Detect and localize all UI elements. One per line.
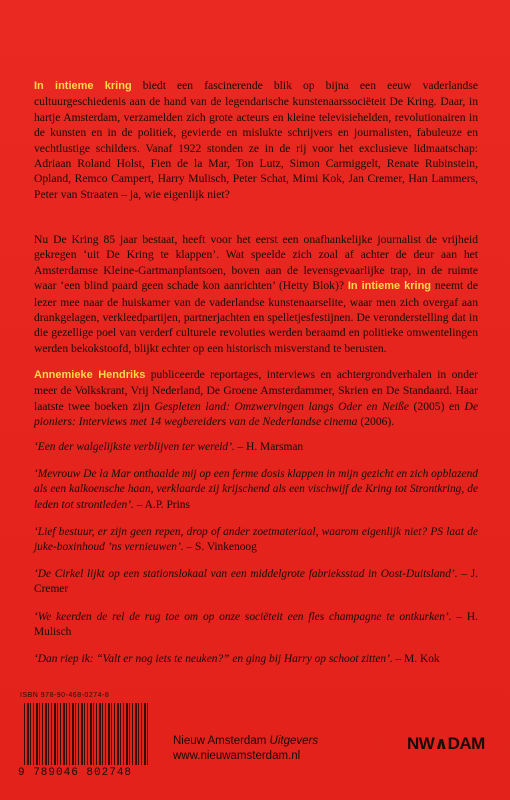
title-highlight: In intieme kring [347,280,432,293]
book-title-2: De pioniers: Interviews met 14 wegbereiders van de Nederlandse cinema [34,399,478,429]
publisher-name: Nieuw Amsterdam [173,735,267,747]
quote-source: – M. Kok [392,653,440,666]
book-title-1: Gespleten land: Omzwervingen langs Oder en Neiße [154,399,410,413]
quote-text: ‘We keerden de rel de rug toe om op onze sociëteit een fles champagne te ontkurken’. [34,610,452,623]
quote-text: ‘Mevrouw De la Mar onthaalde mij op een ferme dosis klappen in mijn gezicht en zich opblazend als een kalkoensche haan, verklaarde zij krijschend als een vischwijf de Kring tot Strontkring, de leden tot strontleden’. [34,468,478,511]
publisher-suffix: Uitgevers [269,735,319,747]
barcode-digits: 9 789046 802748 [18,767,133,779]
quote-text: ‘Lief bestuur, er zijn geen repen, drop of ander zoetmateriaal, waarom eigenlijk niet? PS laat de juke-boxinhoud ’ns vernieuwen’. [34,525,478,554]
title-highlight: In intieme kring [34,80,132,92]
author-text-b: (2005) en [409,399,465,413]
quotes-list [34,440,478,679]
isbn-label: ISBN 978-90-468-0274-8 [20,692,110,699]
publisher-url: www.nieuwamsterdam.nl [173,750,301,762]
quote-item [34,467,478,513]
history-paragraph [34,232,478,356]
quote-text: ‘De Cirkel lijkt op een stationslokaal van een middelgrote fabrieksstad in Oost-Duitsland’. [34,568,458,581]
quote-source: – J. Cremer [34,568,478,596]
quote-source: – H. Marsman [234,441,304,453]
intro-text: biedt een fascinerende blik op bijna een eeuw vaderlandse cultuurgeschiedenis aan de hand van de legendarische kunstenaarssociëteit De Kring. Daar, in hartje Amsterdam, verzamelden zich grote acteurs en kleine televisiehelden, revolutionairen in de kunsten en in de politiek, gevierde en mislukte schrijvers en journalisten, fabuleuze en vechtlustige schilders. Vanaf 1922 stonden ze in de rij voor het exclusieve lidmaatschap: Adriaan Roland Holst, Fien de la Mar, Ton Lutz, Simon Carmiggelt, Renate Rubinstein, Opland, Remco Campert, Harry Mulisch, Peter Schat, Mimi Kok, Jan Cremer, Han Lammers, Peter van Straaten – ja, wie eigenlijk niet? [34,79,478,201]
publisher-logo: NW∧DAM [407,734,485,753]
author-text-a: publiceerde reportages, interviews en achtergrondverhalen in onder meer de Volkskrant, Vrij Nederland, De Groene Amsterdammer, Skrien en De Standaard. Haar laatste twee boeken zijn [34,368,478,413]
barcode [18,692,158,787]
quote-source: – A.P. Prins [133,498,190,511]
intro-paragraph [34,78,478,202]
barcode-bars [24,703,150,765]
quote-item [34,652,478,667]
author-name: Annemieke Hendriks [34,369,146,381]
author-text-c: (2006). [357,415,395,429]
quote-item [34,567,478,597]
quote-text: ‘Dan riep ik: “Valt er nog iets te neuken?” en ging bij Harry op schoot zitten’. [34,653,393,666]
quote-item [34,440,478,455]
quote-item [34,525,478,555]
history-text-a: Nu De Kring 85 jaar bestaat, heeft voor het eerst een onafhankelijke journalist de vrijheid gekregen ‘uit De Kring te klappen’. Wat speelde zich zoal af achter de deur aan het Amsterdamse Kleine-Gartmanplantsoen, boven aan de levensgevaarlijke trap, in de ruimte waar ‘een blind paard geen schade kon aanrichten’ (Hetty Blok)? [34,233,478,293]
publisher-block [173,734,318,764]
author-paragraph [34,367,478,430]
quote-item [34,610,478,640]
quote-source: – S. Vinkenoog [183,541,257,554]
quote-text: ‘Een der walgelijkste verblijven ter wereld’. [34,441,235,453]
quote-source: – H. Mulisch [34,610,478,638]
history-text-b: neemt de lezer mee naar de huiskamer van de vaderlandse kunstenaarselite, waar men zich overgaf aan drankgelagen, verkleedpartijen, partnerjachten en spelletjesfestijnen. De veronderstelling dat in die gezellige poel van verderf culturele revoluties werden beraamd en politieke omwentelingen werden bekokstoofd, blijkt echter op een historisch misverstand te berusten. [34,279,479,355]
